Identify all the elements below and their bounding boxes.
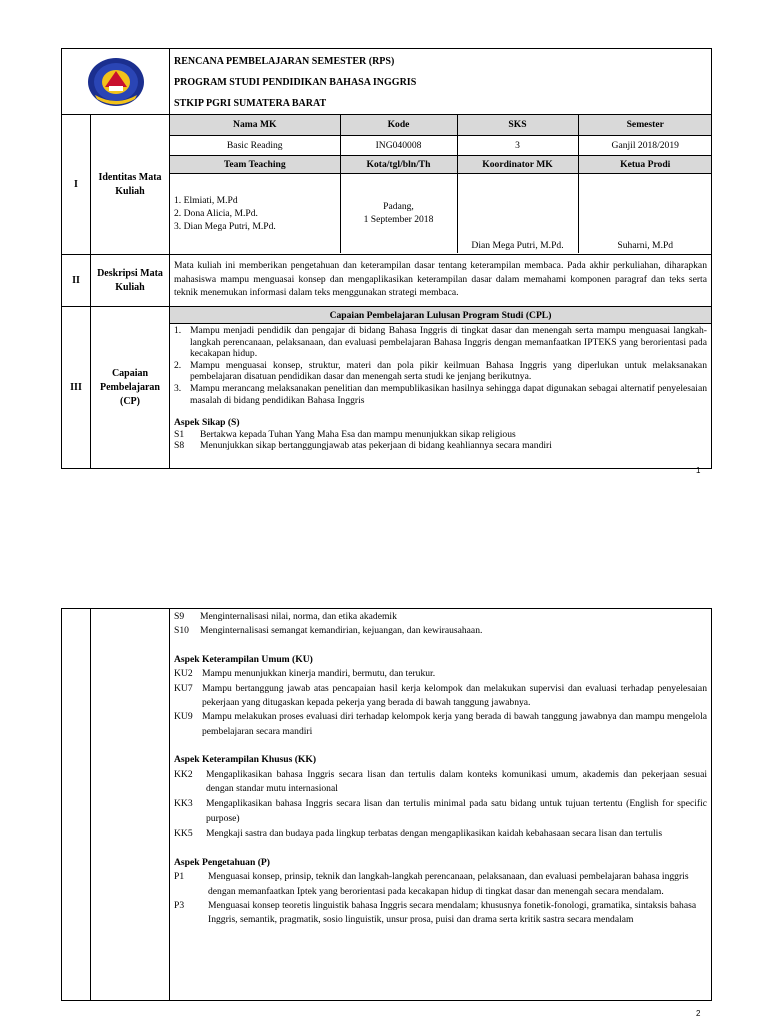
col-kota: Kota/tgl/bln/Th <box>340 155 457 173</box>
cpl-item: 3. Mampu merancang melaksanakan penelitian dan mempublikasikan hasilnya sehingga dapat digunakan sebagai alternatif penyelesaian masalah di bidang pendidikan Bahasa Inggris <box>174 382 707 406</box>
rps-table-page2 <box>61 608 712 1001</box>
col-koordinator: Koordinator MK <box>457 155 578 173</box>
deskripsi-text: Mata kuliah ini memberikan pengetahuan dan keterampilan dasar tentang keterampilan membaca. Pada akhir perkuliahan, diharapkan mahasiswa mampu menguasai konsep dan mengaplikasikan keterampilan dasar dalam memahami komponen paragraf dan teks serta teknik menemukan informasi dalam teks menggunakan strategi membaca. <box>174 260 707 298</box>
ku-item: KU9 Mampu melakukan proses evaluasi diri terhadap kelompok kerja yang berada di bawah tanggung jawabnya dan mampu mengelola pembelajaran secara mandiri <box>174 711 707 737</box>
col-ketua-prodi: Ketua Prodi <box>578 155 712 173</box>
p-item: P3 Menguasai konsep teoretis linguistik bahasa Inggris secara mendalam; khususnya fonetik-fonologi, gramatika, sintaksis bahasa Inggris, semantik, pragmatik, sosio linguistik, unsur prosa, puisi dan drama serta kritik sastra secara mendalam <box>174 899 697 926</box>
koordinator-value: Dian Mega Putri, M.Pd. <box>457 173 578 253</box>
ku-title: Aspek Keterampilan Umum (KU) <box>174 653 313 665</box>
kk-title: Aspek Keterampilan Khusus (KK) <box>174 754 317 766</box>
kk-item: KK3 Mengaplikasikan bahasa Inggris secara lisan dan tertulis minimal pada satu bidang untuk tujuan tertentu (English for specific purpose) <box>174 798 707 824</box>
sks-value: 3 <box>457 135 578 155</box>
section-number-i: I <box>62 115 91 255</box>
nama-mk-value: Basic Reading <box>170 135 340 155</box>
p-title: Aspek Pengetahuan (P) <box>174 856 270 868</box>
col-sks: SKS <box>457 115 578 135</box>
col-team-teaching: Team Teaching <box>170 155 340 173</box>
roman-column <box>62 609 91 1001</box>
semester-value: Ganjil 2018/2019 <box>578 135 712 155</box>
header-line-1: RENCANA PEMBELAJARAN SEMESTER (RPS) <box>174 56 395 67</box>
section-label-deskripsi: Deskripsi Mata Kuliah <box>91 255 170 307</box>
kode-value: ING040008 <box>340 135 457 155</box>
sikap-item: S10 Menginternalisasi semangat kemandirian, kejuangan, dan kewirausahaan. <box>174 625 483 637</box>
col-semester: Semester <box>578 115 712 135</box>
section-number-ii: II <box>62 255 91 307</box>
ketua-prodi-value: Suharni, M.Pd <box>578 173 712 253</box>
sikap-item: S8 Menunjukkan sikap bertanggungjawab atas pekerjaan di bidang keahliannya secara mandiri <box>174 440 552 452</box>
section-label-identitas: Identitas Mata Kuliah <box>91 115 170 255</box>
sikap-item: S1 Bertakwa kepada Tuhan Yang Maha Esa dan mampu menunjukkan sikap religious <box>174 428 516 440</box>
page-number: 1 <box>696 466 701 475</box>
ku-item: KU7 Mampu bertanggung jawab atas pencapaian hasil kerja kelompok dan melakukan supervisi dan evaluasi terhadap penyelesaian pekerjaan yang ditugaskan kepada pekerja yang berada di bawah tanggung jawabnya. <box>174 682 707 709</box>
sikap-item: S9 Menginternalisasi nilai, norma, dan etika akademik <box>174 611 397 622</box>
team-member: 3. Dian Mega Putri, M.Pd. <box>174 220 276 232</box>
page-number: 2 <box>696 1009 701 1018</box>
cpl-item: 1. Mampu menjadi pendidik dan pengajar di bidang Bahasa Inggris di tingkat dasar dan menengah serta mampu menguasai langkah-langkah perencanaan, pelaksanaan, dan evaluasi pembelajaran Bahasa Inggris dengan memanfaatkan IPTEKS yang berorientasi pada kecakapan hidup. <box>174 325 707 360</box>
label-column <box>91 609 170 1001</box>
cpl-title: Capaian Pembelajaran Lulusan Program Studi (CPL) <box>170 307 711 324</box>
p-item: P1 Menguasai konsep, prinsip, teknik dan langkah-langkah perencanaan, pelaksanaan, dan evaluasi pembelajaran bahasa inggris dengan memanfaatkan Iptek yang berorientasi pada kecakapan hidup di tingkat dasar dan menengah secara mendalam. <box>174 871 689 897</box>
col-nama-mk: Nama MK <box>170 115 340 135</box>
sikap-title: Aspek Sikap (S) <box>174 417 240 429</box>
kota-line: Padang, <box>383 201 414 213</box>
header-line-3: STKIP PGRI SUMATERA BARAT <box>174 98 327 109</box>
cpl-item: 2. Mampu menguasai konsep, struktur, materi dan pola pikir keilmuan Bahasa Inggris yang diperlukan untuk melaksanakan pembelajaran disatuan pendidikan dasar dan menengah serta studi ke jenjang berikutnya. <box>174 359 707 383</box>
kk-item: KK5 Mengkaji sastra dan budaya pada lingkup terbatas dengan mengaplikasikan kaidah kebahasaan secara lisan dan tertulis <box>174 828 663 840</box>
tanggal-line: 1 September 2018 <box>363 214 434 226</box>
col-kode: Kode <box>340 115 457 135</box>
team-member: 1. Elmiati, M.Pd <box>174 194 238 206</box>
header-line-2: PROGRAM STUDI PENDIDIKAN BAHASA INGGRIS <box>174 77 417 88</box>
aspek-list <box>170 609 711 931</box>
team-member: 2. Dona Alicia, M.Pd. <box>174 207 258 219</box>
section-label-capaian: Capaian Pembelajaran (CP) <box>91 307 170 469</box>
kk-item: KK2 Mengaplikasikan bahasa Inggris secara lisan dan tertulis dalam konteks komunikasi umum, akademis dan pekerjaan sesuai dengan standar mutu internasional <box>174 768 707 795</box>
capaian-continued <box>170 609 712 1001</box>
ku-item: KU2 Mampu menunjukkan kinerja mandiri, bermutu, dan terukur. <box>174 668 436 680</box>
section-number-iii: III <box>62 307 91 469</box>
